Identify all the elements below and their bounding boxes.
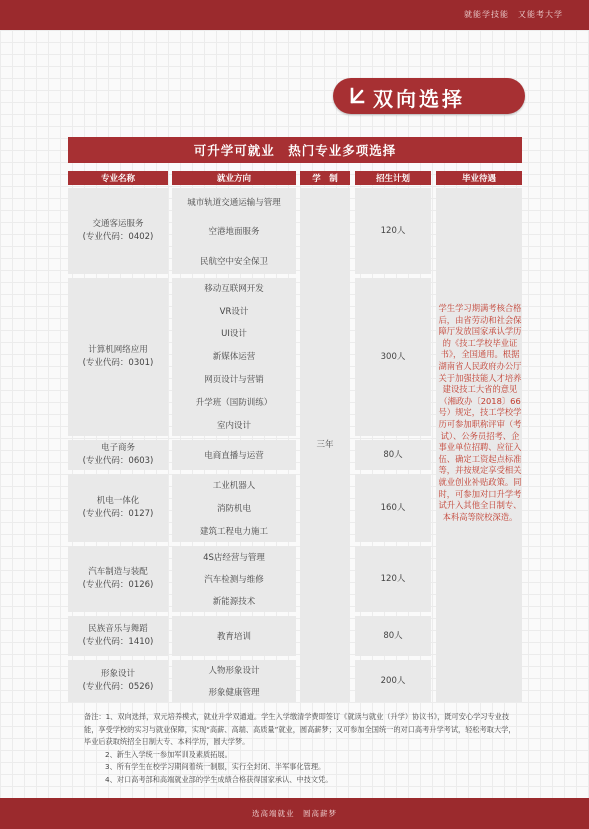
major-cell bbox=[68, 278, 168, 436]
major-code: (专业代码：0127) bbox=[82, 509, 154, 519]
note-item: 3、所有学生在校学习期间着统一制服，实行全封闭、半军事化管理。 bbox=[105, 762, 326, 771]
major-cell bbox=[68, 546, 168, 612]
direction-item: 建筑工程电力施工 bbox=[199, 527, 268, 537]
col-header-major: 专业名称 bbox=[68, 171, 168, 185]
plan-value: 200人 bbox=[380, 675, 406, 686]
direction-item: 室内设计 bbox=[216, 421, 251, 431]
major-name: 汽车制造与装配 bbox=[88, 567, 148, 577]
note-item: 4、对口高考部和高端就业部的学生成绩合格获得国家承认、中技文凭。 bbox=[105, 774, 333, 784]
major-code: (专业代码：0526) bbox=[82, 682, 154, 692]
top-banner bbox=[0, 0, 589, 30]
direction-item: 新媒体运营 bbox=[212, 352, 256, 362]
major-name: 交通客运服务 bbox=[92, 219, 144, 229]
direction-item: 电商直播与运营 bbox=[204, 451, 264, 461]
direction-item: 汽车检测与维修 bbox=[204, 575, 264, 585]
major-cell bbox=[68, 188, 168, 274]
page-title: 双向选择 bbox=[373, 87, 465, 111]
duration-value: 三年 bbox=[316, 439, 334, 450]
table-banner-title: 可升学可就业 热门专业多项选择 bbox=[193, 143, 397, 158]
major-code: (专业代码：0402) bbox=[82, 232, 154, 242]
plan-cell bbox=[355, 660, 431, 702]
col-header-plan: 招生计划 bbox=[355, 171, 431, 185]
plan-cell bbox=[355, 278, 431, 436]
major-name: 机电一体化 bbox=[96, 496, 140, 506]
notes-section bbox=[84, 711, 516, 786]
direction-item: UI设计 bbox=[221, 329, 247, 339]
major-code: (专业代码：0603) bbox=[82, 456, 154, 466]
plan-cell bbox=[355, 440, 431, 470]
note-item: 备注：1、双向选择，双元培养模式，就业升学双通道。学生入学缴清学费即签订《就读与就业（升学）协议书》，既可安心学习专业技能，享受学校的实习与就业保障，实现“高薪、高端、高质量”就业，圆高薪梦；又可参加全国统一的对口高考升学考试，轻松考取大学，毕业后获取统招全日制大专、本科学历，圆大学梦。 bbox=[84, 712, 516, 746]
direction-item: 移动互联网开发 bbox=[204, 284, 264, 294]
major-cell bbox=[68, 440, 168, 470]
direction-item: VR设计 bbox=[219, 307, 249, 317]
direction-item: 空港地面服务 bbox=[208, 227, 260, 237]
direction-item: 工业机器人 bbox=[212, 481, 256, 491]
major-name: 计算机网络应用 bbox=[88, 345, 148, 355]
major-name: 形象设计 bbox=[100, 669, 135, 679]
major-name: 电子商务 bbox=[100, 443, 135, 453]
plan-value: 160人 bbox=[380, 502, 406, 513]
direction-item: 网页设计与营销 bbox=[204, 375, 264, 385]
major-cell bbox=[68, 616, 168, 656]
col-header-benefit: 毕业待遇 bbox=[436, 171, 522, 185]
plan-value: 120人 bbox=[380, 225, 406, 236]
direction-item: 新能源技术 bbox=[212, 597, 256, 607]
duration-cell bbox=[300, 188, 350, 702]
plan-cell bbox=[355, 616, 431, 656]
plan-value: 300人 bbox=[380, 351, 406, 362]
plan-cell bbox=[355, 188, 431, 274]
bottom-slogan: 选高端就业 圆高薪梦 bbox=[252, 809, 337, 818]
col-header-direction: 就业方向 bbox=[172, 171, 296, 185]
table-banner bbox=[68, 137, 522, 163]
plan-value: 120人 bbox=[380, 573, 406, 584]
major-name: 民族音乐与舞蹈 bbox=[88, 624, 148, 634]
direction-item: 形象健康管理 bbox=[208, 688, 260, 698]
direction-item: 民航空中安全保卫 bbox=[199, 257, 268, 267]
direction-item: 4S店经营与管理 bbox=[203, 553, 265, 563]
direction-item: 城市轨道交通运输与管理 bbox=[187, 198, 281, 208]
note-item: 2、新生入学统一参加军训及素质拓展。 bbox=[105, 749, 232, 759]
major-code: (专业代码：0301) bbox=[82, 358, 154, 368]
major-cell bbox=[68, 660, 168, 702]
plan-cell bbox=[355, 546, 431, 612]
bottom-banner bbox=[0, 798, 589, 829]
benefit-text: 学生学习期满考核合格后，由省劳动和社会保障厅发放国家承认学历的《技工学校毕业证书》，全国通用。根据湖南省人民政府办公厅关于加强技能人才培养建设技工大省的意见（湘政办〔2018〕66号）规定，技工学校学历可参加职称评审（考试）、公务员招考、企事业单位招聘、应征入伍、确定工资起点标准等，并按规定享受相关就业创业补贴政策。同时，可参加对口升学考试升入其他全日制专、本科高等院校深造。 bbox=[438, 303, 522, 522]
major-cell bbox=[68, 474, 168, 542]
direction-item: 升学班（国防训练） bbox=[195, 398, 273, 408]
major-code: (专业代码：0126) bbox=[82, 580, 154, 590]
check-arrow-icon bbox=[349, 87, 365, 105]
title-banner bbox=[333, 78, 525, 114]
top-slogan: 就能学技能 又能考大学 bbox=[464, 10, 563, 19]
direction-item: 人物形象设计 bbox=[208, 666, 260, 676]
col-header-duration: 学 制 bbox=[300, 171, 350, 185]
direction-item: 消防机电 bbox=[216, 504, 251, 514]
plan-value: 80人 bbox=[383, 630, 403, 641]
direction-item: 教育培训 bbox=[216, 632, 251, 642]
major-code: (专业代码：1410) bbox=[82, 637, 154, 647]
plan-value: 80人 bbox=[383, 449, 403, 460]
plan-cell bbox=[355, 474, 431, 542]
